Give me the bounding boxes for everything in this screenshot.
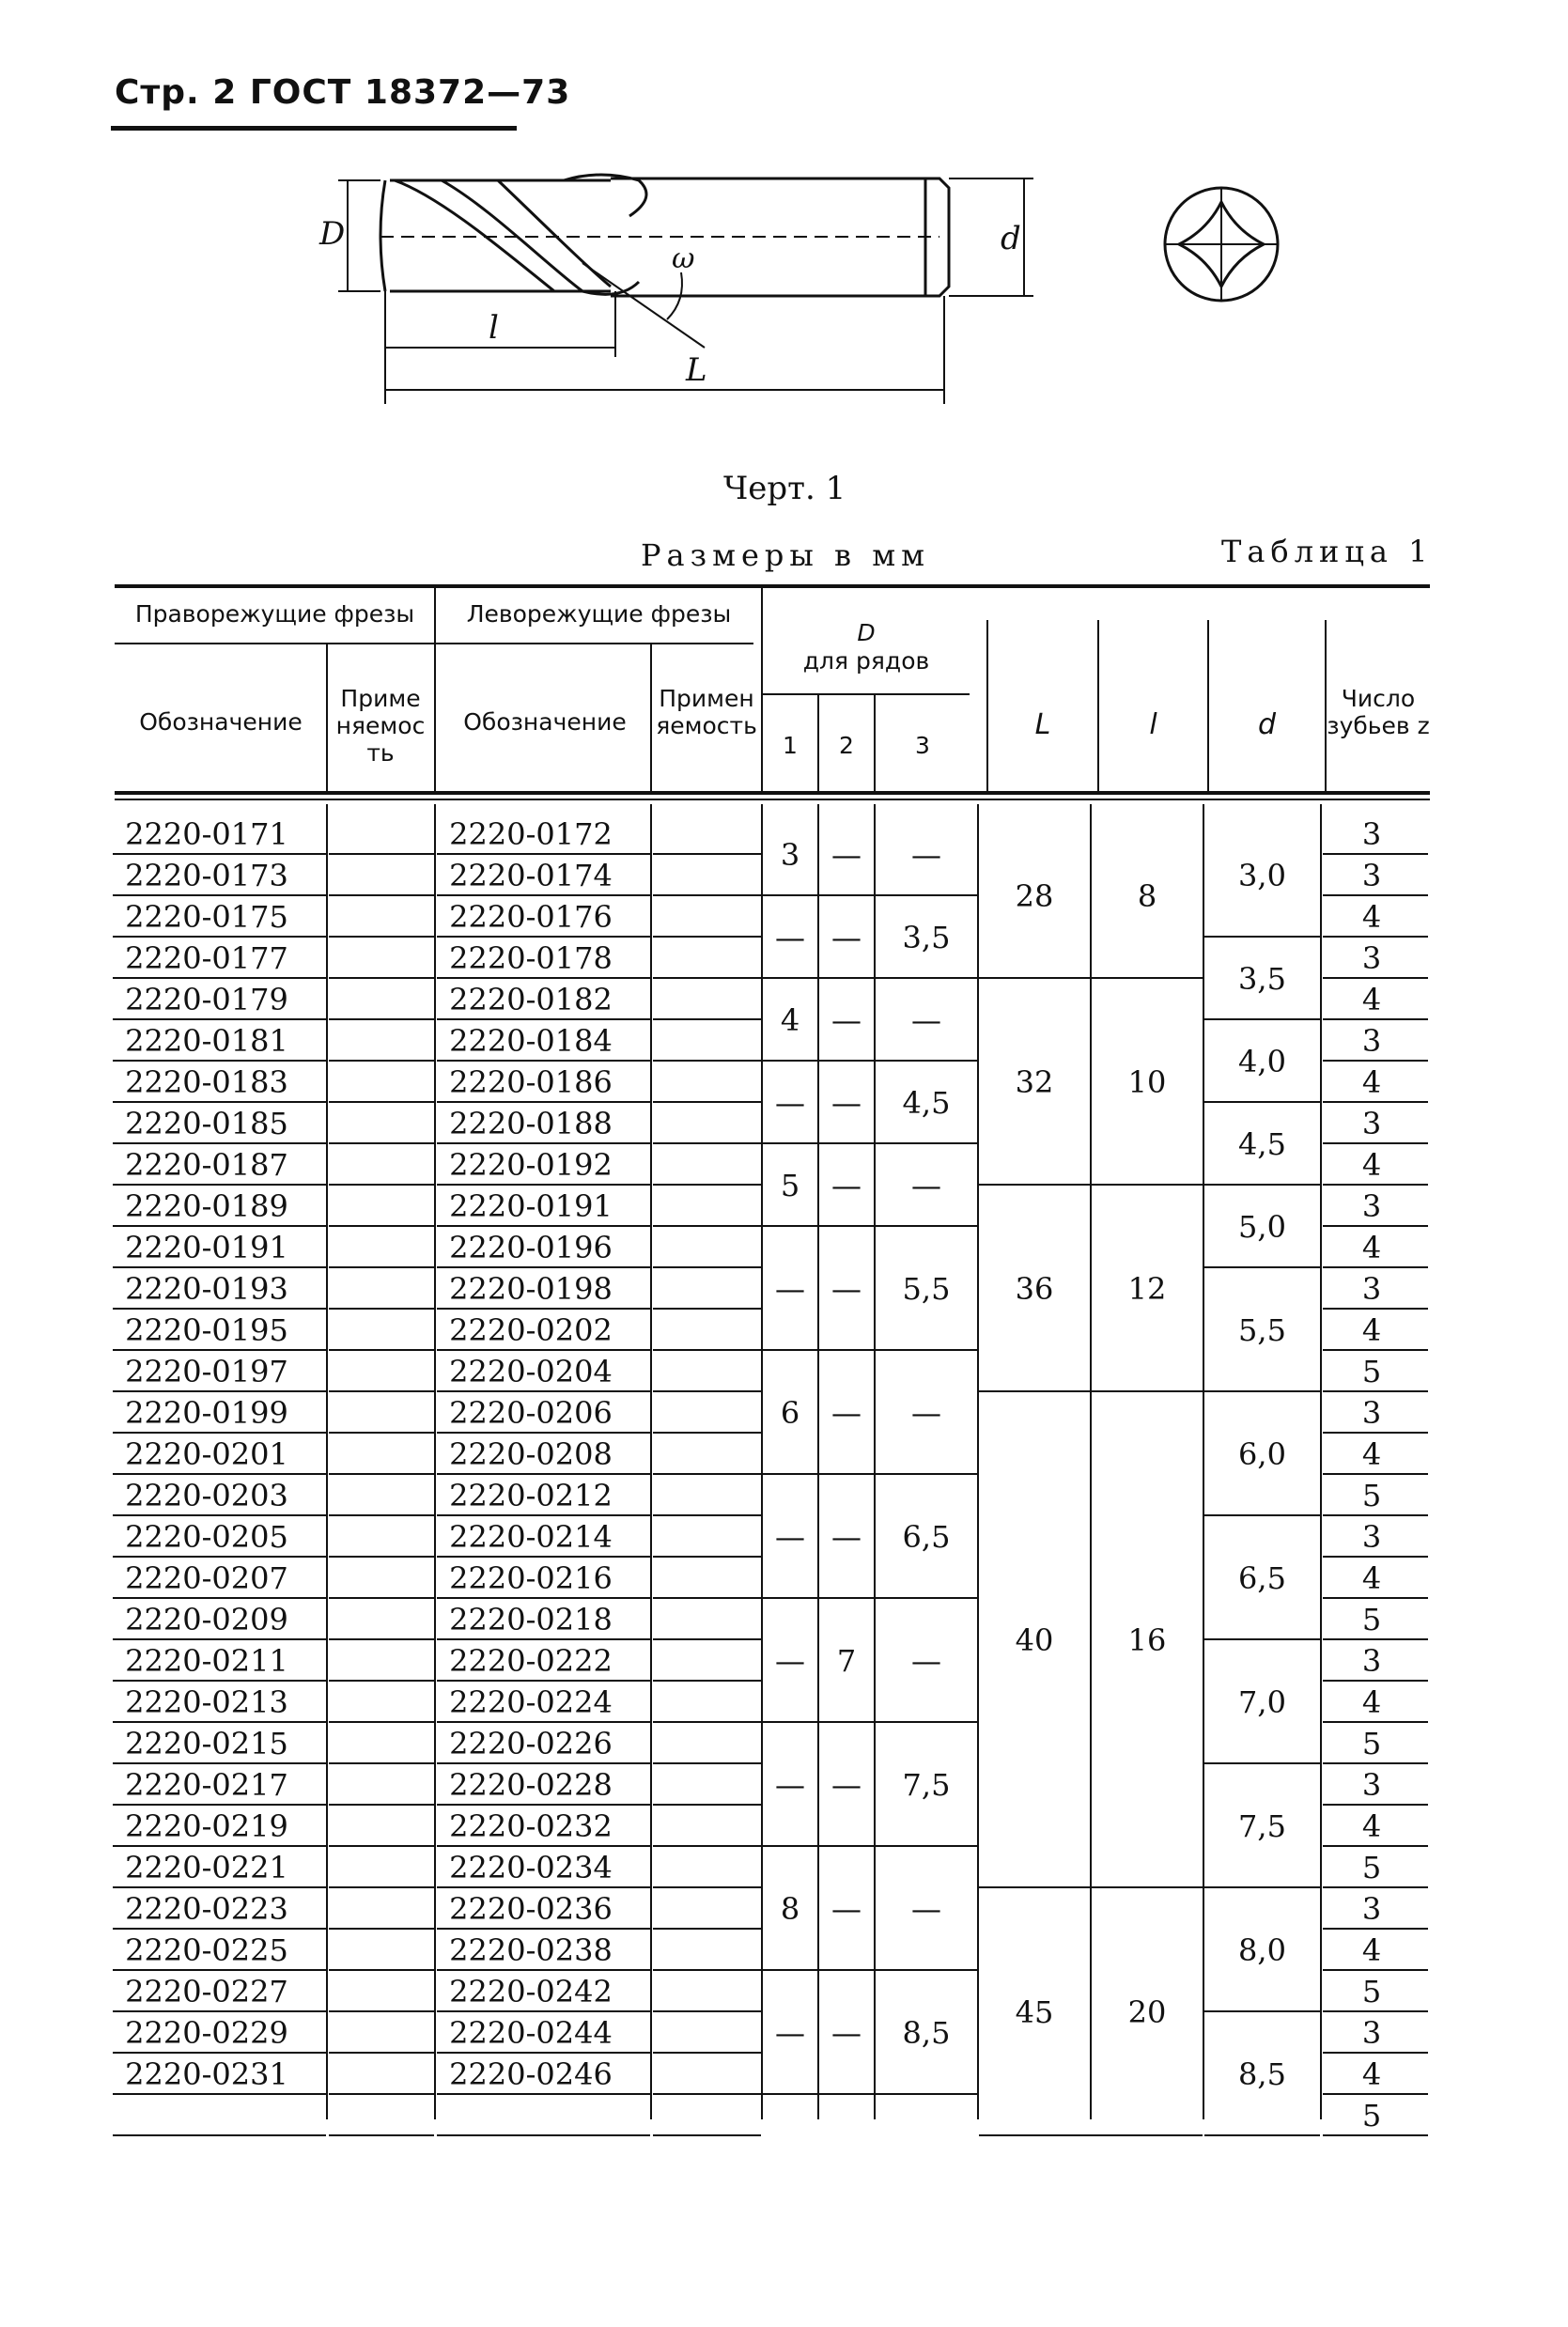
right-designation: 2220-0205 xyxy=(125,1519,288,1555)
teeth-count: 4 xyxy=(1361,1436,1382,1472)
hdr-for-rows: для рядов xyxy=(802,647,930,675)
D-r3-value: 6,5 xyxy=(902,1519,951,1555)
d-value: 3,5 xyxy=(1238,961,1286,997)
D-r2-value: — xyxy=(831,920,862,955)
hdr-applicability-left: Применяемость xyxy=(656,685,757,739)
teeth-count: 4 xyxy=(1361,2056,1382,2092)
right-designation: 2220-0217 xyxy=(125,1767,288,1803)
teeth-count: 5 xyxy=(1361,1478,1382,1513)
left-designation: 2220-0172 xyxy=(449,816,613,852)
right-designation: 2220-0173 xyxy=(125,858,288,893)
d-value: 4,5 xyxy=(1238,1126,1286,1162)
D-r1-value: — xyxy=(775,1767,805,1803)
figure-caption: Черт. 1 xyxy=(723,470,846,507)
right-designation: 2220-0221 xyxy=(125,1850,288,1885)
right-designation: 2220-0207 xyxy=(125,1560,288,1596)
left-designation: 2220-0228 xyxy=(449,1767,613,1803)
label-d: d xyxy=(1001,220,1021,257)
left-designation: 2220-0196 xyxy=(449,1230,613,1265)
right-designation: 2220-0183 xyxy=(125,1064,288,1100)
d-value: 5,0 xyxy=(1238,1209,1286,1245)
left-designation: 2220-0216 xyxy=(449,1560,613,1596)
left-designation: 2220-0202 xyxy=(449,1312,613,1348)
left-designation: 2220-0191 xyxy=(449,1188,613,1224)
D-r2-value: — xyxy=(831,1519,862,1555)
D-r2-value: — xyxy=(831,1891,862,1927)
teeth-count: 4 xyxy=(1361,1560,1382,1596)
end-view-drawing xyxy=(1156,178,1287,310)
hdr-row2: 2 xyxy=(839,732,854,759)
page-header: Стр. 2 ГОСТ 18372—73 xyxy=(115,73,571,112)
l-value: 8 xyxy=(1137,878,1157,914)
L-value: 40 xyxy=(1015,1622,1054,1658)
l-value: 16 xyxy=(1127,1622,1167,1658)
teeth-count: 3 xyxy=(1361,1767,1382,1803)
D-r1-value: — xyxy=(775,920,805,955)
hdr-row1: 1 xyxy=(783,732,798,759)
D-r2-value: — xyxy=(831,1395,862,1431)
D-r1-value: 4 xyxy=(780,1002,800,1038)
teeth-count: 4 xyxy=(1361,1684,1382,1720)
l-value: 12 xyxy=(1127,1271,1167,1307)
left-designation: 2220-0236 xyxy=(449,1891,613,1927)
teeth-count: 3 xyxy=(1361,1106,1382,1141)
right-designation: 2220-0181 xyxy=(125,1023,288,1059)
l-value: 20 xyxy=(1127,1994,1167,2030)
right-designation: 2220-0219 xyxy=(125,1808,288,1844)
teeth-count: 3 xyxy=(1361,940,1382,976)
hdr-row3: 3 xyxy=(915,732,930,759)
teeth-count: 5 xyxy=(1361,1974,1382,2009)
left-designation: 2220-0214 xyxy=(449,1519,613,1555)
D-r1-value: — xyxy=(775,1519,805,1555)
D-r1-value: 5 xyxy=(780,1168,800,1203)
left-designation: 2220-0244 xyxy=(449,2015,613,2051)
left-designation: 2220-0184 xyxy=(449,1023,613,1059)
teeth-count: 3 xyxy=(1361,858,1382,893)
teeth-count: 3 xyxy=(1361,1271,1382,1307)
l-value: 10 xyxy=(1127,1064,1167,1100)
teeth-count: 3 xyxy=(1361,2015,1382,2051)
left-designation: 2220-0192 xyxy=(449,1147,613,1183)
hdr-right-cutters: Праворежущие фрезы xyxy=(134,600,415,628)
d-value: 5,5 xyxy=(1238,1312,1286,1348)
right-designation: 2220-0191 xyxy=(125,1230,288,1265)
left-designation: 2220-0198 xyxy=(449,1271,613,1307)
left-designation: 2220-0242 xyxy=(449,1974,613,2009)
D-r3-value: 3,5 xyxy=(902,920,951,955)
teeth-count: 4 xyxy=(1361,899,1382,935)
teeth-count: 5 xyxy=(1361,1726,1382,1761)
left-designation: 2220-0246 xyxy=(449,2056,613,2092)
left-designation: 2220-0234 xyxy=(449,1850,613,1885)
D-r2-value: 7 xyxy=(836,1643,857,1679)
L-value: 45 xyxy=(1015,1994,1054,2030)
label-l: l xyxy=(489,309,499,347)
teeth-count: 4 xyxy=(1361,1932,1382,1968)
left-designation: 2220-0204 xyxy=(449,1354,613,1389)
L-value: 32 xyxy=(1015,1064,1054,1100)
D-r3-value: — xyxy=(911,1891,941,1927)
right-designation: 2220-0225 xyxy=(125,1932,288,1968)
right-designation: 2220-0189 xyxy=(125,1188,288,1224)
D-r3-value: — xyxy=(911,1168,941,1203)
left-designation: 2220-0226 xyxy=(449,1726,613,1761)
d-value: 8,0 xyxy=(1238,1932,1286,1968)
left-designation: 2220-0224 xyxy=(449,1684,613,1720)
right-designation: 2220-0229 xyxy=(125,2015,288,2051)
left-designation xyxy=(423,2095,639,2136)
right-designation: 2220-0175 xyxy=(125,899,288,935)
teeth-count: 3 xyxy=(1361,1023,1382,1059)
teeth-count: 4 xyxy=(1361,1312,1382,1348)
left-designation: 2220-0206 xyxy=(449,1395,613,1431)
D-r3-value: — xyxy=(911,1002,941,1038)
left-designation: 2220-0176 xyxy=(449,899,613,935)
D-r1-value: — xyxy=(775,1271,805,1307)
D-r1-value: 6 xyxy=(780,1395,800,1431)
teeth-count: 5 xyxy=(1361,1602,1382,1637)
teeth-count: 5 xyxy=(1361,1850,1382,1885)
teeth-count: 3 xyxy=(1361,1891,1382,1927)
L-value: 28 xyxy=(1015,878,1054,914)
teeth-count: 3 xyxy=(1361,1643,1382,1679)
right-designation: 2220-0231 xyxy=(125,2056,288,2092)
D-r1-value: — xyxy=(775,1085,805,1121)
D-r3-value: — xyxy=(911,837,941,873)
right-designation: 2220-0223 xyxy=(125,1891,288,1927)
teeth-count: 3 xyxy=(1361,1395,1382,1431)
right-designation: 2220-0179 xyxy=(125,982,288,1017)
D-r3-value: 7,5 xyxy=(902,1767,951,1803)
right-designation: 2220-0187 xyxy=(125,1147,288,1183)
label-omega: ω xyxy=(672,242,695,275)
d-value: 7,0 xyxy=(1238,1684,1286,1720)
d-value: 6,5 xyxy=(1238,1560,1286,1596)
left-designation: 2220-0186 xyxy=(449,1064,613,1100)
D-r3-value: — xyxy=(911,1395,941,1431)
teeth-count: 4 xyxy=(1361,1808,1382,1844)
left-designation: 2220-0222 xyxy=(449,1643,613,1679)
teeth-count: 4 xyxy=(1361,1147,1382,1183)
D-r1-value: — xyxy=(775,2015,805,2051)
d-value: 6,0 xyxy=(1238,1436,1286,1472)
teeth-count: 4 xyxy=(1361,1064,1382,1100)
D-r2-value: — xyxy=(831,1168,862,1203)
right-designation: 2220-0211 xyxy=(125,1643,288,1679)
left-designation: 2220-0232 xyxy=(449,1808,613,1844)
left-designation: 2220-0212 xyxy=(449,1478,613,1513)
header-bottom-rule-2 xyxy=(115,799,1430,800)
left-designation: 2220-0188 xyxy=(449,1106,613,1141)
D-r3-value: 5,5 xyxy=(902,1271,951,1307)
end-mill-drawing xyxy=(301,160,1071,432)
right-designation xyxy=(99,2095,315,2136)
right-designation: 2220-0197 xyxy=(125,1354,288,1389)
teeth-count: 4 xyxy=(1361,1230,1382,1265)
teeth-count: 5 xyxy=(1361,1354,1382,1389)
teeth-count: 5 xyxy=(1361,2098,1382,2133)
right-designation: 2220-0171 xyxy=(125,816,288,852)
D-r2-value: — xyxy=(831,1271,862,1307)
hdr-D: D xyxy=(857,619,876,646)
hdr-designation-left: Обозначение xyxy=(463,708,627,736)
left-designation: 2220-0182 xyxy=(449,982,613,1017)
right-designation: 2220-0201 xyxy=(125,1436,288,1472)
hdr-L: L xyxy=(1034,708,1051,741)
L-value: 36 xyxy=(1015,1271,1054,1307)
d-value: 8,5 xyxy=(1238,2056,1286,2092)
hdr-designation-right: Обозначение xyxy=(139,708,303,736)
right-designation: 2220-0209 xyxy=(125,1602,288,1637)
right-designation: 2220-0177 xyxy=(125,940,288,976)
teeth-count: 3 xyxy=(1361,816,1382,852)
label-D: D xyxy=(319,215,346,253)
D-sub-rule xyxy=(763,693,970,695)
D-r1-value: 8 xyxy=(780,1891,800,1927)
right-designation: 2220-0203 xyxy=(125,1478,288,1513)
label-L: L xyxy=(686,351,707,389)
D-r1-value: — xyxy=(775,1643,805,1679)
d-value: 4,0 xyxy=(1238,1044,1286,1079)
left-designation: 2220-0218 xyxy=(449,1602,613,1637)
D-r2-value: — xyxy=(831,837,862,873)
d-value: 7,5 xyxy=(1238,1808,1286,1844)
D-r2-value: — xyxy=(831,2015,862,2051)
table-top-rule xyxy=(115,584,1430,588)
D-r2-value: — xyxy=(831,1002,862,1038)
teeth-count: 4 xyxy=(1361,982,1382,1017)
hdr-teeth: Число зубьев z xyxy=(1327,685,1430,739)
D-r3-value: 8,5 xyxy=(902,2015,951,2051)
header-rule xyxy=(111,126,517,131)
right-designation: 2220-0185 xyxy=(125,1106,288,1141)
teeth-count: 3 xyxy=(1361,1519,1382,1555)
D-r2-value: — xyxy=(831,1085,862,1121)
right-designation: 2220-0213 xyxy=(125,1684,288,1720)
header-bottom-rule xyxy=(115,791,1430,795)
right-designation: 2220-0193 xyxy=(125,1271,288,1307)
sizes-note: Размеры в мм xyxy=(641,537,930,573)
D-r2-value: — xyxy=(831,1767,862,1803)
left-designation: 2220-0174 xyxy=(449,858,613,893)
hdr-left-cutters: Леворежущие фрезы xyxy=(466,600,732,628)
D-r3-value: — xyxy=(911,1643,941,1679)
d-value: 3,0 xyxy=(1238,858,1286,893)
left-designation: 2220-0178 xyxy=(449,940,613,976)
hdr-l: l xyxy=(1149,708,1157,741)
left-designation: 2220-0208 xyxy=(449,1436,613,1472)
teeth-count: 3 xyxy=(1361,1188,1382,1224)
hdr-applicability-right: Применяемость xyxy=(335,685,426,767)
D-r3-value: 4,5 xyxy=(902,1085,951,1121)
hdr-d: d xyxy=(1257,708,1277,741)
table-label: Таблица 1 xyxy=(1221,534,1434,569)
right-designation: 2220-0215 xyxy=(125,1726,288,1761)
D-r1-value: 3 xyxy=(780,837,800,873)
left-designation: 2220-0238 xyxy=(449,1932,613,1968)
right-designation: 2220-0227 xyxy=(125,1974,288,2009)
right-designation: 2220-0195 xyxy=(125,1312,288,1348)
right-designation: 2220-0199 xyxy=(125,1395,288,1431)
